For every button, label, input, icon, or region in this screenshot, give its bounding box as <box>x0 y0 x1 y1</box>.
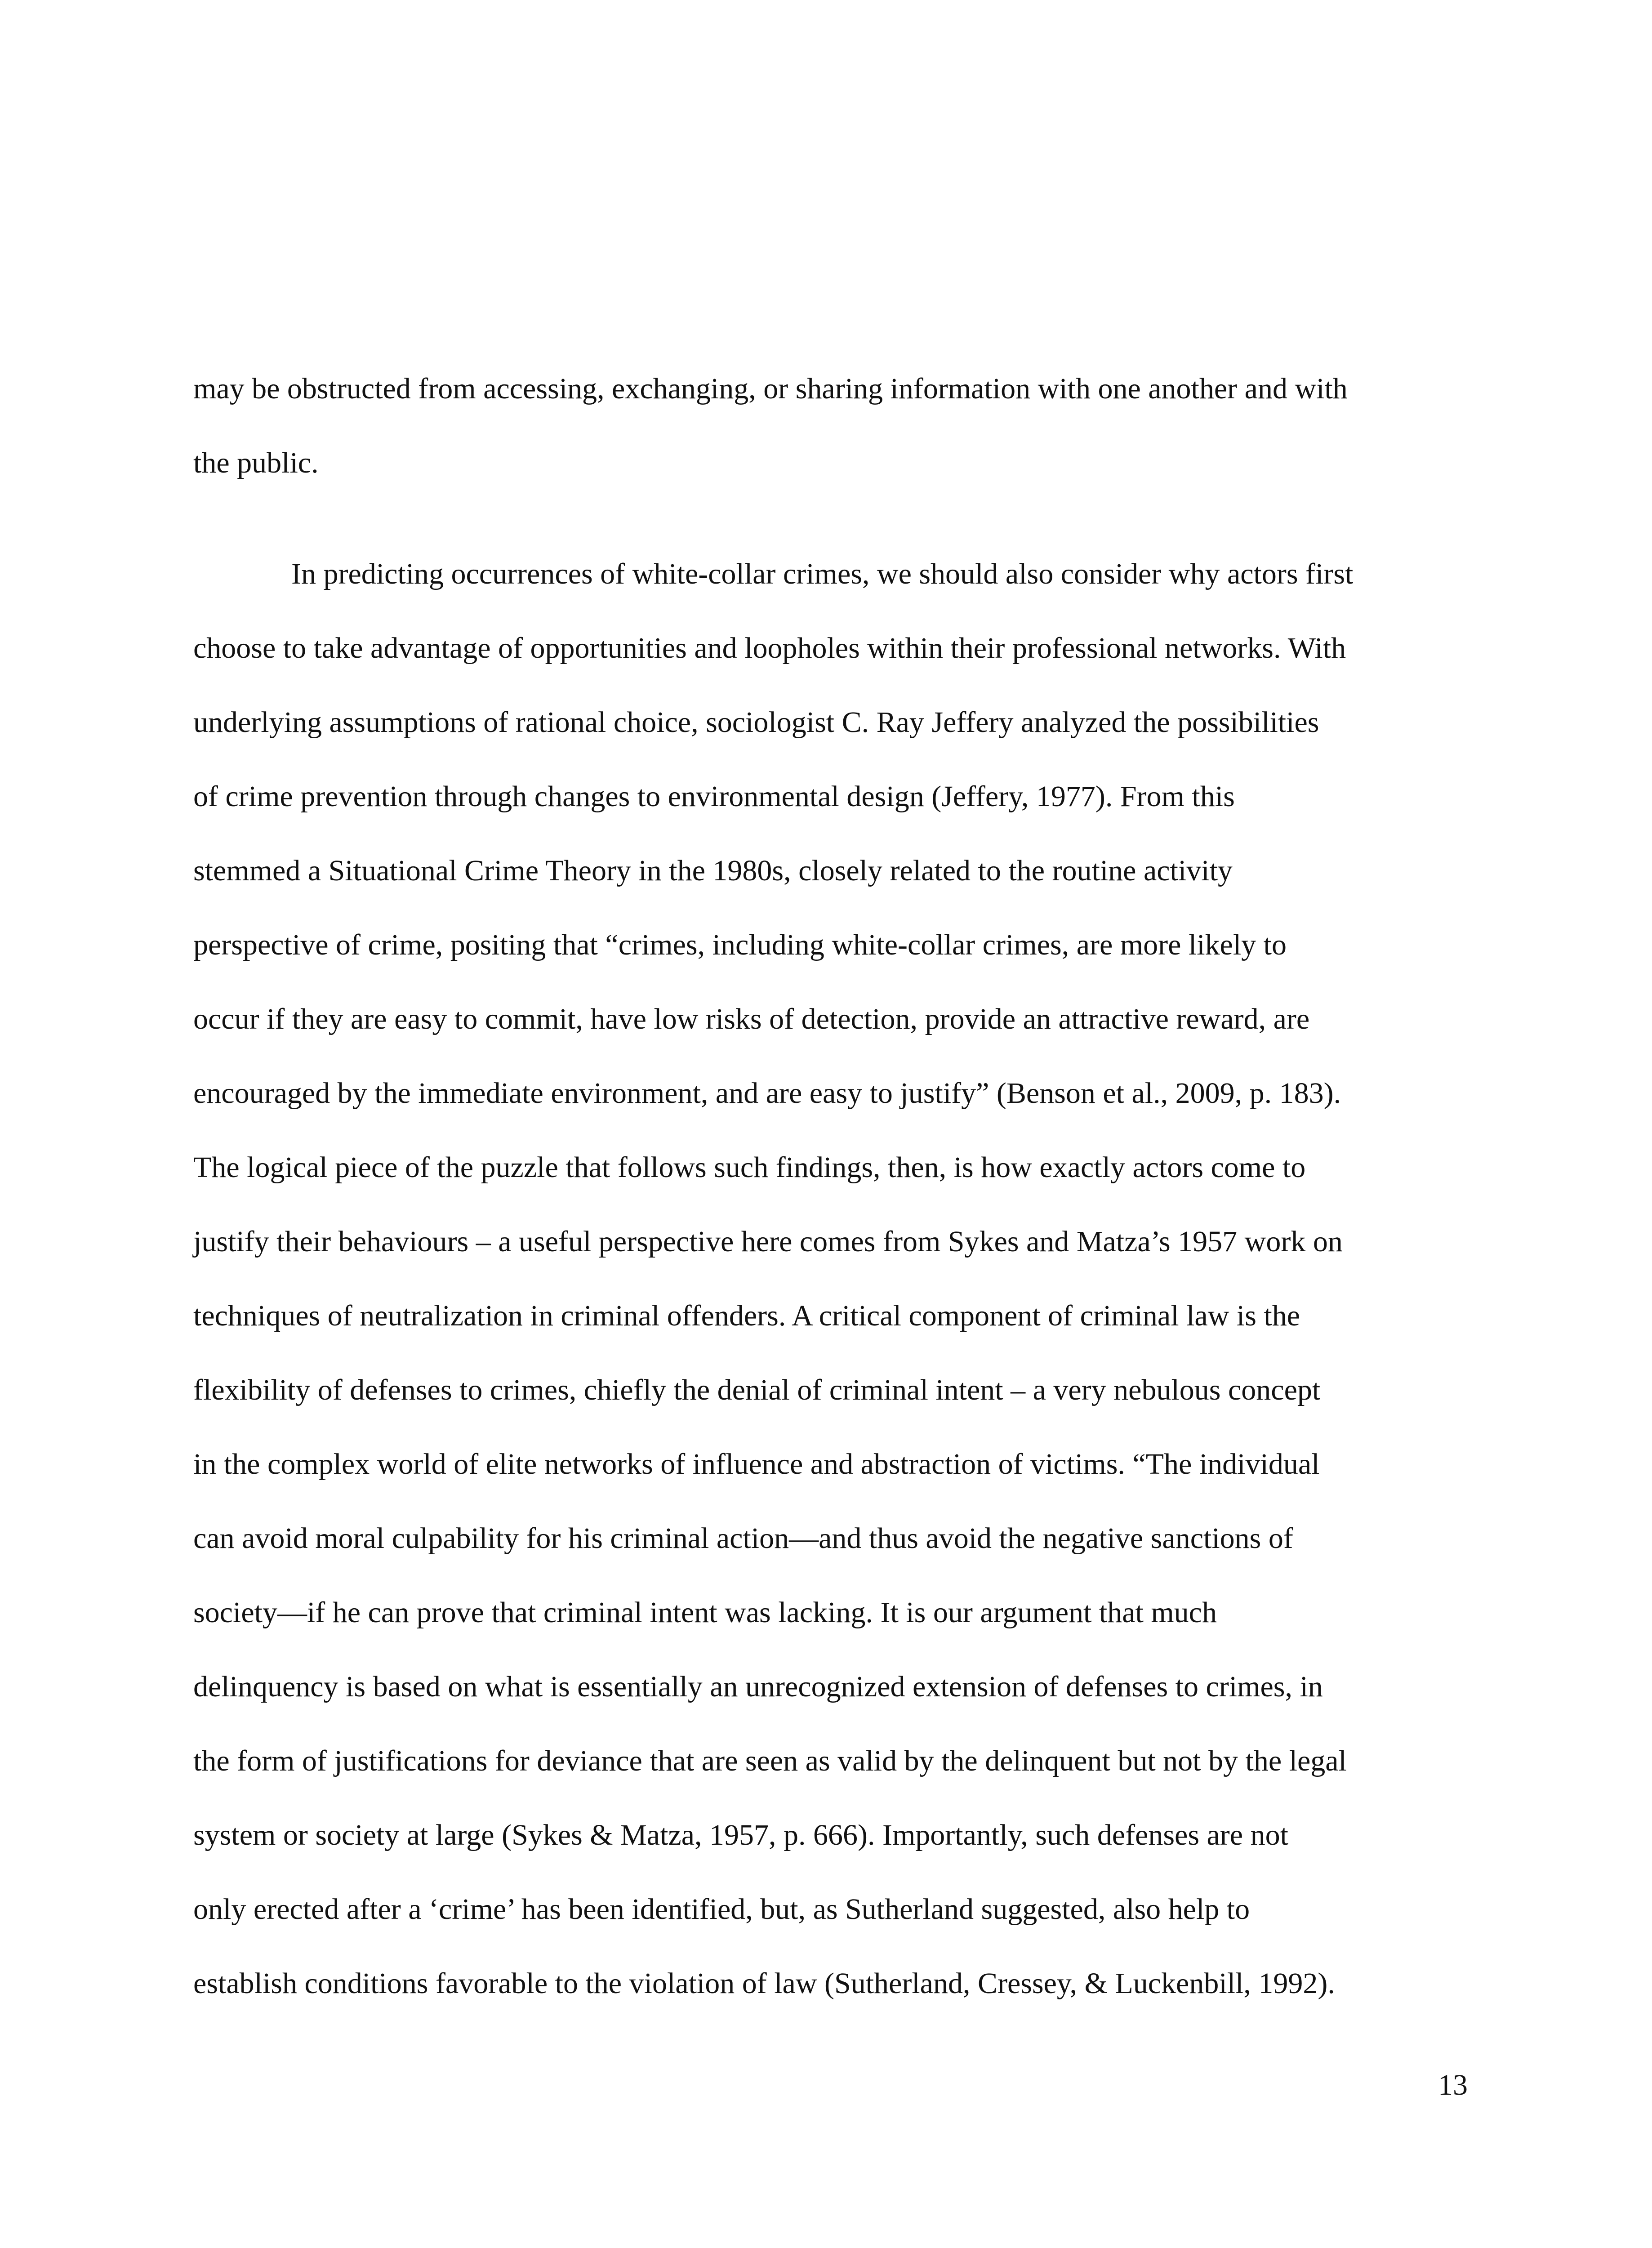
text-line: flexibility of defenses to crimes, chiefly the denial of criminal intent – a very nebulous concept <box>193 1374 1321 1406</box>
text-line: the public. <box>193 446 319 479</box>
text-line: may be obstructed from accessing, exchanging, or sharing information with one another and with <box>193 372 1348 405</box>
text-line: techniques of neutralization in criminal offenders. A critical component of criminal law is the <box>193 1299 1300 1332</box>
text-line: system or society at large (Sykes & Matza, 1957, p. 666). Importantly, such defenses are not <box>193 1819 1288 1851</box>
text-line: underlying assumptions of rational choice, sociologist C. Ray Jeffery analyzed the possibilities <box>193 706 1319 739</box>
text-line: delinquency is based on what is essentially an unrecognized extension of defenses to crimes, in <box>193 1670 1323 1703</box>
text-line: choose to take advantage of opportunities and loopholes within their professional networks. With <box>193 632 1346 665</box>
text-line: only erected after a ‘crime’ has been identified, but, as Sutherland suggested, also help to <box>193 1893 1250 1926</box>
paragraph-white-collar-crime <box>193 537 1468 2021</box>
text-line: justify their behaviours – a useful perspective here comes from Sykes and Matza’s 1957 work on <box>193 1225 1343 1258</box>
text-line: establish conditions favorable to the violation of law (Sutherland, Cressey, & Luckenbill, 1992). <box>193 1967 1335 2000</box>
text-line-indented: In predicting occurrences of white-collar crimes, we should also consider why actors first <box>291 558 1354 590</box>
text-line: The logical piece of the puzzle that follows such findings, then, is how exactly actors come to <box>193 1151 1306 1184</box>
text-line: society—if he can prove that criminal intent was lacking. It is our argument that much <box>193 1596 1217 1629</box>
page-number: 13 <box>1438 2069 1468 2101</box>
text-line: perspective of crime, positing that “crimes, including white-collar crimes, are more likely to <box>193 928 1287 961</box>
text-line: occur if they are easy to commit, have low risks of detection, provide an attractive reward, are <box>193 1003 1310 1035</box>
text-line: stemmed a Situational Crime Theory in the 1980s, closely related to the routine activity <box>193 854 1233 887</box>
text-line: of crime prevention through changes to environmental design (Jeffery, 1977). From this <box>193 780 1235 813</box>
text-line: can avoid moral culpability for his criminal action—and thus avoid the negative sanctions of <box>193 1522 1293 1555</box>
text-line: encouraged by the immediate environment, and are easy to justify” (Benson et al., 2009, p. 183). <box>193 1077 1341 1110</box>
text-line: the form of justifications for deviance that are seen as valid by the delinquent but not by the legal <box>193 1744 1347 1777</box>
paragraph-continuation <box>193 352 1468 500</box>
text-line: in the complex world of elite networks of influence and abstraction of victims. “The individual <box>193 1448 1320 1481</box>
